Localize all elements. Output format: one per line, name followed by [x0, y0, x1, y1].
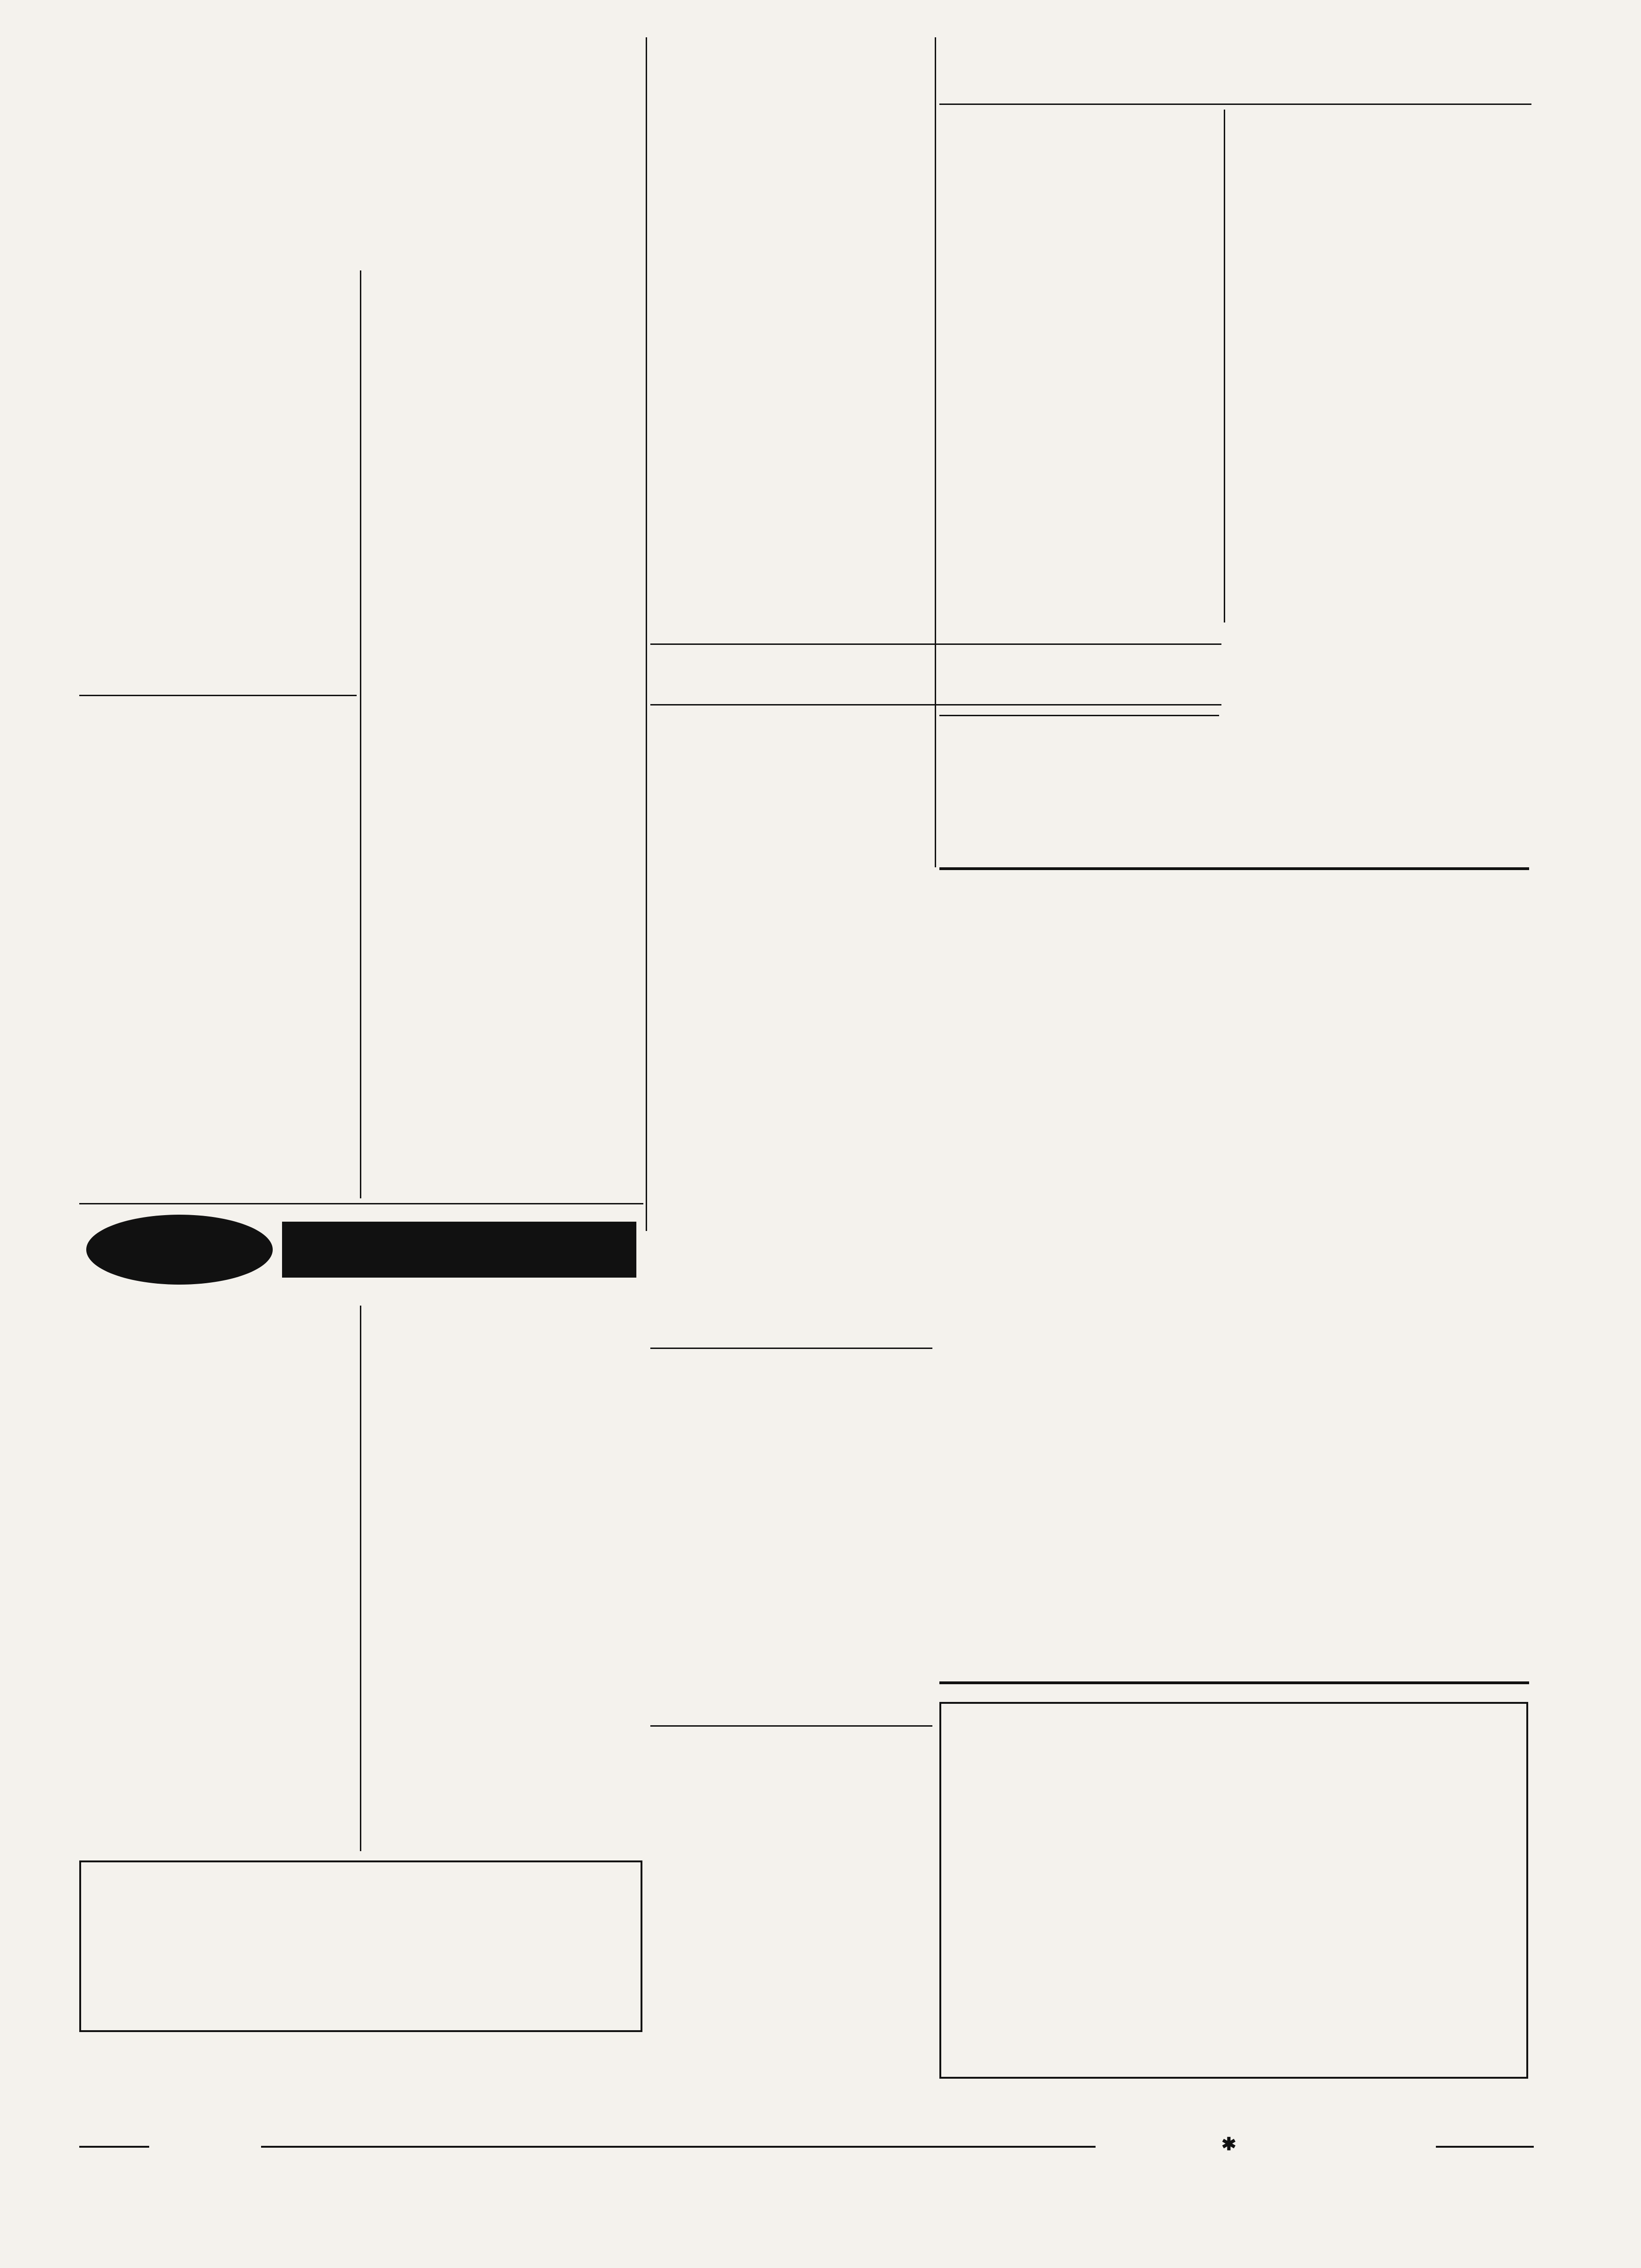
estivadores-article — [79, 807, 357, 1198]
korea-article-col1 — [79, 270, 354, 690]
footer-star-icon: ✱ — [1221, 2135, 1236, 2154]
footer-rule-right — [1436, 2146, 1534, 2148]
korea-headline — [79, 37, 643, 41]
outra-banda-col1 — [79, 1306, 357, 1851]
tres-linhas-right-col — [1230, 110, 1528, 842]
praia-sol-amenities — [81, 1867, 641, 1870]
korea-article-col2 — [366, 270, 641, 1208]
tres-linhas-left-col — [939, 110, 1219, 622]
outra-banda-banner — [282, 1222, 636, 1278]
section-rule — [650, 704, 1221, 705]
franceses-article — [650, 163, 932, 639]
outra-banda-logo-oval — [86, 1215, 273, 1285]
footer-rule-mid — [261, 2146, 1096, 2148]
column-rule — [646, 37, 647, 1231]
lotaria-lists — [650, 923, 930, 1343]
column-rule — [1224, 110, 1225, 622]
assembleias-section — [650, 1730, 932, 2066]
footer-rule-left — [79, 2146, 149, 2148]
column-rule — [360, 1306, 361, 1851]
section-rule — [79, 695, 357, 696]
section-rule — [650, 1348, 932, 1349]
outra-banda-masthead — [86, 1212, 641, 1292]
section-rule — [650, 643, 1221, 645]
campiao-ad — [939, 867, 1529, 1684]
conferencias-section — [650, 1352, 932, 1725]
section-rule — [650, 1725, 932, 1727]
column-rule — [360, 270, 361, 1198]
section-rule — [939, 104, 1531, 105]
section-rule — [79, 1203, 643, 1204]
praia-sol-ad — [79, 1860, 642, 2032]
column-rule — [935, 706, 936, 851]
section-rule — [939, 715, 1219, 716]
outra-banda-col2 — [366, 1306, 641, 1851]
suissa-ad — [939, 1702, 1528, 2079]
tres-linhas-title-bg — [939, 44, 1527, 98]
lotaria-side — [939, 711, 1219, 851]
